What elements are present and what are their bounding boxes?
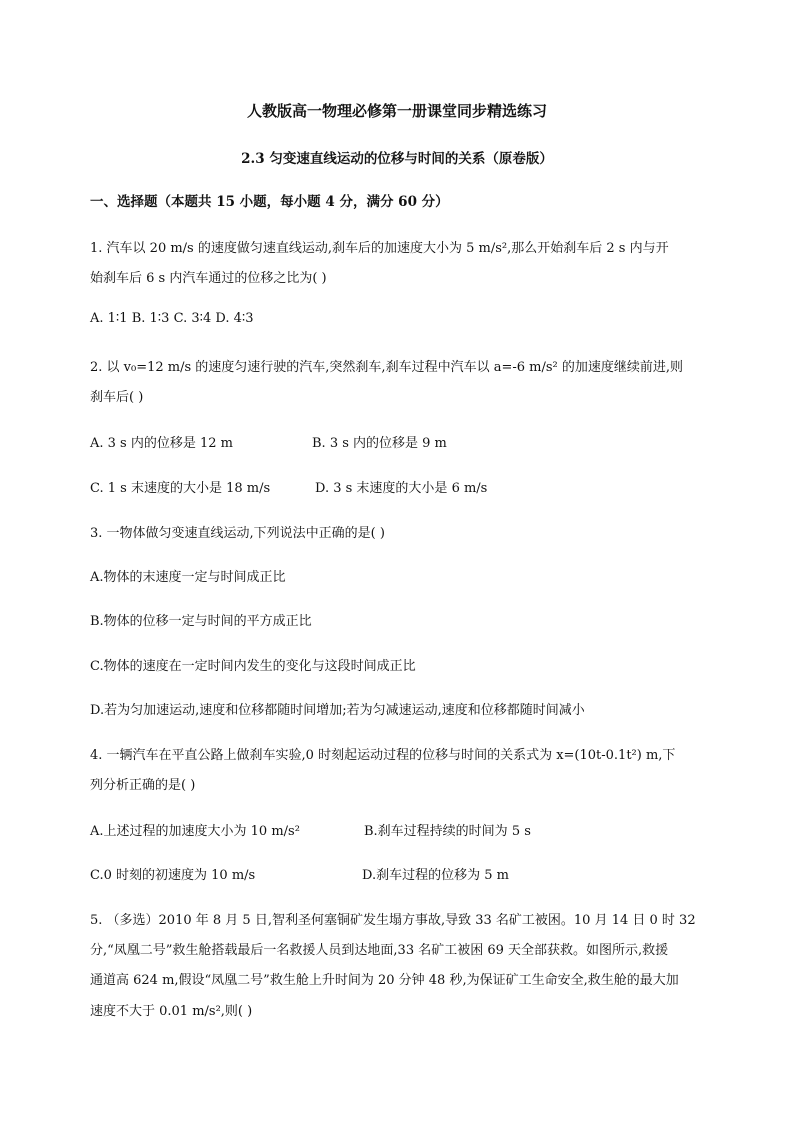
q3-option-b: B.物体的位移一定与时间的平方成正比	[90, 614, 312, 629]
q4-option-c: C.0 时刻的初速度为 10 m/s	[90, 868, 256, 883]
q2-stem-line1: 2. 以 v₀=12 m/s 的速度匀速行驶的汽车,突然刹车,刹车过程中汽车以 a=-6 m/s² 的加速度继续前进,则	[90, 360, 683, 375]
q4-option-a: A.上述过程的加速度大小为 10 m/s²	[90, 824, 300, 839]
document-subtitle: 2.3 匀变速直线运动的位移与时间的关系（原卷版）	[241, 151, 553, 167]
document-title: 人教版高一物理必修第一册课堂同步精选练习	[246, 102, 547, 120]
q1-stem-line2: 始刹车后 6 s 内汽车通过的位移之比为( )	[90, 271, 327, 286]
q5-stem-line4: 速度不大于 0.01 m/s²,则( )	[90, 1004, 253, 1019]
q4-stem-line2: 列分析正确的是( )	[90, 778, 196, 793]
q4-option-b: B.刹车过程持续的时间为 5 s	[364, 824, 531, 839]
q2-option-d: D. 3 s 末速度的大小是 6 m/s	[315, 481, 488, 496]
q5-stem-line1: 5. （多选）2010 年 8 月 5 日,智利圣何塞铜矿发生塌方事故,导致 33 名矿工被困。10 月 14 日 0 时 32	[90, 913, 696, 928]
section-heading: 一、选择题（本题共 15 小题，每小题 4 分，满分 60 分）	[90, 194, 449, 210]
q4-option-d: D.刹车过程的位移为 5 m	[362, 868, 509, 883]
q3-option-c: C.物体的速度在一定时间内发生的变化与这段时间成正比	[90, 659, 416, 674]
q3-stem: 3. 一物体做匀变速直线运动,下列说法中正确的是( )	[90, 526, 385, 541]
q2-option-c: C. 1 s 末速度的大小是 18 m/s	[90, 481, 271, 496]
q1-options: A. 1∶1 B. 1∶3 C. 3∶4 D. 4∶3	[90, 311, 254, 326]
q3-option-d: D.若为匀加速运动,速度和位移都随时间增加;若为匀减速运动,速度和位移都随时间减小	[90, 703, 585, 718]
q2-stem-line2: 刹车后( )	[90, 390, 144, 405]
q1-stem-line1: 1. 汽车以 20 m/s 的速度做匀速直线运动,刹车后的加速度大小为 5 m/s²,那么开始刹车后 2 s 内与开	[90, 241, 669, 256]
q3-option-a: A.物体的末速度一定与时间成正比	[90, 570, 286, 585]
q5-stem-line3: 通道高 624 m,假设“凤凰二号”救生舱上升时间为 20 分钟 48 秒,为保证矿工生命安全,救生舱的最大加	[90, 973, 679, 988]
q5-stem-line2: 分,“凤凰二号”救生舱搭载最后一名救援人员到达地面,33 名矿工被困 69 天全部获救。如图所示,救援	[90, 943, 669, 958]
q4-stem-line1: 4. 一辆汽车在平直公路上做刹车实验,0 时刻起运动过程的位移与时间的关系式为 x=(10t-0.1t²) m,下	[90, 748, 676, 763]
q2-option-b: B. 3 s 内的位移是 9 m	[312, 436, 447, 451]
q2-option-a: A. 3 s 内的位移是 12 m	[90, 436, 233, 451]
